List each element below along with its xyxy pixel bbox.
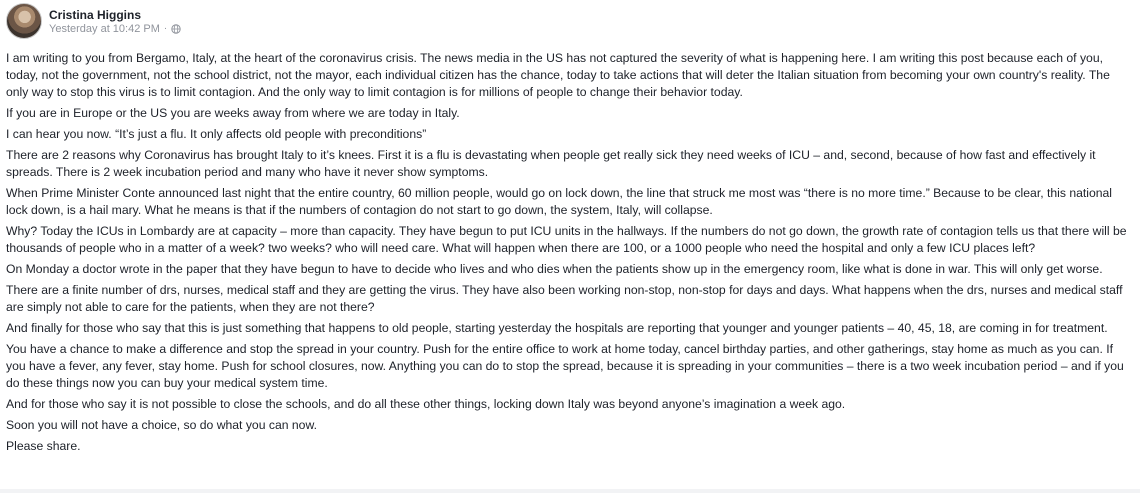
post-paragraph: When Prime Minister Conte announced last night that the entire country, 60 million people, would go on lock down, the line that struck me most was “there is no more time.” Because to be clear, this national lock down, is a hail mary. What he means is that if the numbers of contagion do not start to go down, the system, Italy, will collapse. [6, 186, 1113, 217]
author-name[interactable]: Cristina Higgins [49, 8, 142, 22]
post-timestamp[interactable]: Yesterday at 10:42 PM [49, 23, 160, 35]
post-paragraph: On Monday a doctor wrote in the paper that they have begun to have to decide who lives and who dies when the patients show up in the emergency room, like what is done in war. This will only get worse. [6, 262, 1103, 276]
globe-icon[interactable] [171, 24, 181, 34]
avatar[interactable] [6, 3, 42, 39]
post-header [6, 3, 181, 43]
author-block [49, 3, 181, 35]
post-paragraph: There are a finite number of drs, nurses, medical staff and they are getting the virus. They have also been working non-stop, non-stop for days and days. What happens when the drs, nurses and medical staff are simply not able to care for the patients, when they are not there? [6, 283, 1123, 314]
meta-separator: · [163, 23, 168, 34]
post-paragraph: Why? Today the ICUs in Lombardy are at capacity – more than capacity. They have begun to put ICU units in the hallways. If the numbers do not go down, the growth rate of contagion tells us that there will be thousands of people who in a matter of a week? two weeks? who will need care. What will happen when there are 100, or a 1000 people who need the hospital and only a few ICU places left? [6, 224, 1127, 255]
post-paragraph: I am writing to you from Bergamo, Italy, at the heart of the coronavirus crisis. The news media in the US has not captured the severity of what is happening here. I am writing this post because each of you, today, not the government, not the school district, not the mayor, each individual citizen has the chance, today to take actions that will deter the Italian situation from becoming your own country's reality. The only way to stop this virus is to limit contagion. And the only way to limit contagion is for millions of people to change their behavior today. [6, 51, 1110, 99]
post-paragraph: And for those who say it is not possible to close the schools, and do all these other things, locking down Italy was beyond anyone’s imagination a week ago. [6, 397, 846, 411]
post-paragraph: If you are in Europe or the US you are weeks away from where we are today in Italy. [6, 106, 460, 120]
post-paragraph: And finally for those who say that this is just something that happens to old people, starting yesterday the hospitals are reporting that younger and younger patients – 40, 45, 18, are coming in for treatment. [6, 321, 1108, 335]
post-paragraph: I can hear you now. “It’s just a flu. It only affects old people with preconditions” [6, 127, 427, 141]
post-paragraph: You have a chance to make a difference and stop the spread in your country. Push for the entire office to work at home today, cancel birthday parties, and other gatherings, stay home as much as you can. If you have a fever, any fever, stay home. Push for school closures, now. Anything you can do to stop the spread, because it is spreading in your communities – there is a two week incubation period – and if you do these things now you can buy your medical system time. [6, 342, 1124, 390]
post-body [6, 50, 1134, 459]
post-paragraph: There are 2 reasons why Coronavirus has brought Italy to it’s knees. First it is a flu is devastating when people get really sick they need weeks of ICU – and, second, because of how fast and effectively it spreads. There is 2 week incubation period and many who have it never show symptoms. [6, 148, 1096, 179]
post-meta [49, 23, 181, 35]
post-paragraph: Please share. [6, 439, 81, 453]
post-footer-divider [0, 489, 1140, 493]
post-paragraph: Soon you will not have a choice, so do what you can now. [6, 418, 317, 432]
